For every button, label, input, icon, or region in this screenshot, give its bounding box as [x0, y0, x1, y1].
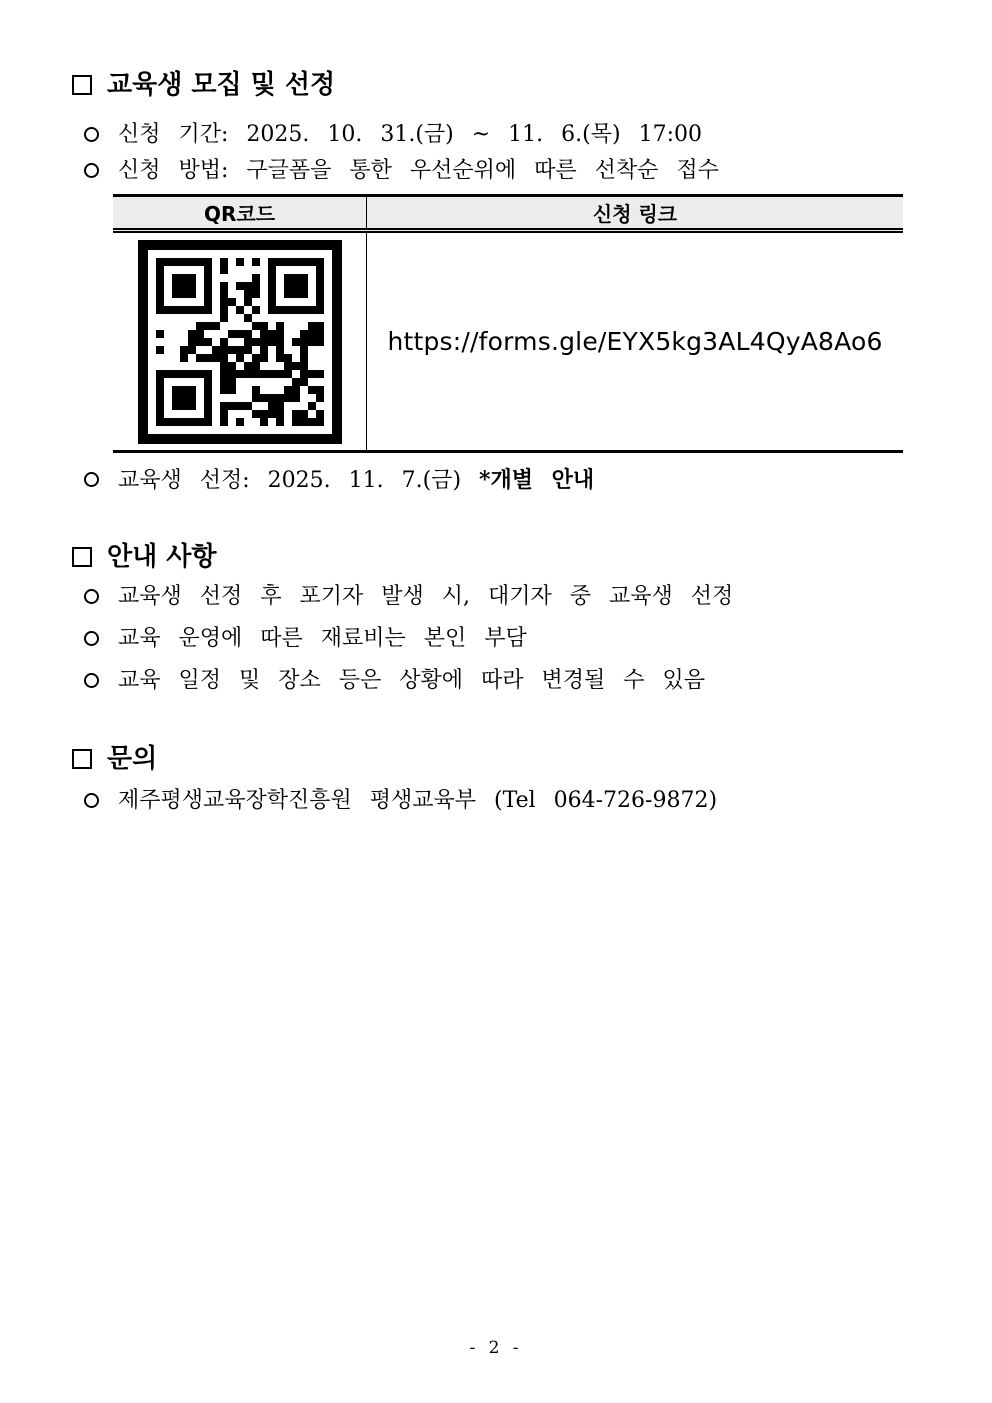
qr-code-modules	[156, 258, 324, 426]
circle-bullet-icon	[84, 589, 99, 604]
section-title-notice: 안내 사항	[107, 542, 217, 572]
contact-info-text: 제주평생교육장학진흥원 평생교육부 (Tel 064-726-9872)	[118, 788, 718, 813]
application-table	[113, 194, 903, 453]
section-title-contact: 문의	[107, 744, 158, 774]
qr-code-image	[138, 240, 342, 444]
table-header-row	[113, 197, 903, 233]
square-bullet-icon	[72, 749, 92, 769]
circle-bullet-icon	[84, 631, 99, 646]
list-item	[84, 465, 922, 496]
list-item	[84, 582, 922, 612]
page-number: - 2 -	[469, 1338, 523, 1358]
table-cell-link	[367, 233, 903, 450]
square-bullet-icon	[72, 547, 92, 567]
circle-bullet-icon	[84, 793, 99, 808]
section-title-recruitment: 교육생 모집 및 선정	[107, 70, 336, 100]
list-item	[84, 786, 922, 816]
document-content	[72, 70, 922, 816]
notice-item-text: 교육 운영에 따른 재료비는 본인 부담	[118, 626, 527, 651]
notice-item-text: 교육생 선정 후 포기자 발생 시, 대기자 중 교육생 선정	[118, 584, 734, 609]
notice-item-text: 교육 일정 및 장소 등은 상황에 따라 변경될 수 있음	[118, 668, 705, 693]
section-heading-contact	[72, 744, 922, 774]
application-method-text: 신청 방법: 구글폼을 통한 우선순위에 따른 선착순 접수	[118, 158, 719, 183]
list-item	[84, 120, 922, 150]
section-heading-recruitment	[72, 70, 922, 100]
circle-bullet-icon	[84, 163, 99, 178]
list-item	[84, 156, 922, 186]
circle-bullet-icon	[84, 472, 99, 487]
table-cell-qr	[113, 233, 367, 450]
application-link-url: https://forms.gle/EYX5kg3AL4QyA8Ao6	[387, 327, 883, 356]
table-header-link: 신청 링크	[592, 202, 678, 226]
table-body-row	[113, 233, 903, 450]
circle-bullet-icon	[84, 127, 99, 142]
square-bullet-icon	[72, 75, 92, 95]
list-item	[84, 624, 922, 654]
selection-date-prefix: 교육생 선정: 2025. 11. 7.(금)	[118, 468, 480, 493]
selection-date-text	[118, 465, 594, 496]
table-header-qr: QR코드	[113, 197, 367, 228]
list-item	[84, 666, 922, 696]
section-heading-notice	[72, 542, 922, 572]
application-period-text: 신청 기간: 2025. 10. 31.(금) ~ 11. 6.(목) 17:00	[118, 122, 702, 147]
selection-date-emphasis: *개별 안내	[479, 467, 595, 493]
circle-bullet-icon	[84, 673, 99, 688]
